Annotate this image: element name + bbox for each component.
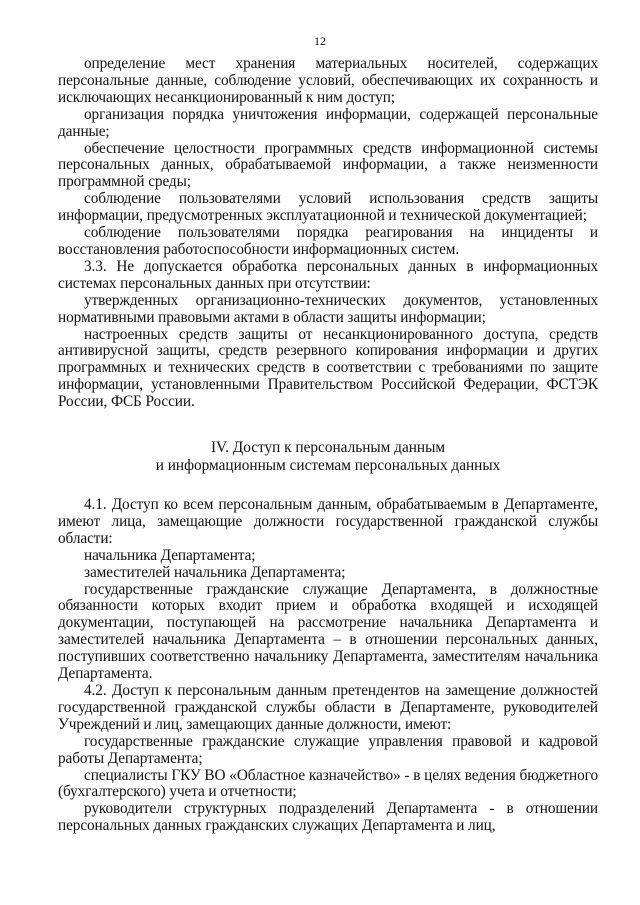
section-heading-line: и информационным системам персональных данных [155, 457, 501, 475]
paragraph: настроенных средств защиты от несанкционированного доступа, средств антивирусной защиты, средств резервного копирования информации и других программных и технических средств в соответствии с требованиями по защите информации, установленными Правительством Российской Федерации, ФСТЭК России, ФСБ России. [58, 325, 598, 411]
section-heading [58, 439, 598, 475]
paragraph: государственные гражданские служащие управления правовой и кадровой работы Департамента; [58, 732, 598, 767]
paragraph: начальника Департамента; [84, 546, 256, 564]
paragraph: соблюдение пользователями условий использования средств защиты информации, предусмотренных эксплуатационной и технической документацией; [58, 190, 598, 225]
page-number: 12 [314, 34, 326, 48]
paragraph: 3.3. Не допускается обработка персональных данных в информационных системах персональных данных при отсутствии: [58, 257, 598, 292]
paragraph: соблюдение пользователями порядка реагирования на инциденты и восстановления работоспособности информационных систем. [58, 224, 598, 258]
paragraph: государственные гражданские служащие Департамента, в должностные обязанности которых входит прием и обработка входящей и исходящей документации, поступающей на рассмотрение начальника Департамента и заместителей начальника Департамента – в отношении персональных данных, поступивших соответственно начальнику Департамента, заместителям начальника Департамента. [58, 580, 598, 683]
paragraph: обеспечение целостности программных средств информационной системы персональных данных, обрабатываемой информации, а также неизменности программной среды; [58, 139, 598, 191]
section-heading-line: IV. Доступ к персональным данным [210, 439, 446, 457]
paragraph: заместителей начальника Департамента; [84, 563, 346, 581]
paragraph: 4.2. Доступ к персональным данным претендентов на замещение должностей государственной гражданской службы области в Департаменте, руководителей Учреждений и лиц, замещающих данные должности, имеют: [58, 682, 598, 733]
document-body [58, 56, 598, 835]
paragraph: организация порядка уничтожения информации, содержащей персональные данные; [58, 105, 598, 140]
paragraph: утвержденных организационно-технических документов, установленных нормативными правовыми актами в области защиты информации; [58, 291, 598, 326]
paragraph: 4.1. Доступ ко всем персональным данным, обрабатываемым в Департаменте, имеют лица, замещающие должности государственной гражданской службы области: [58, 496, 598, 547]
paragraph: руководители структурных подразделений Департамента - в отношении персональных данных гражданских служащих Департамента и лиц, [58, 800, 598, 835]
paragraph: определение мест хранения материальных носителей, содержащих персональные данные, соблюдение условий, обеспечивающих их сохранность и исключающих несанкционированный к ним доступ; [58, 55, 598, 106]
paragraph: специалисты ГКУ ВО «Областное казначейство» - в целях ведения бюджетного (бухгалтерского) учета и отчетности; [58, 766, 598, 801]
